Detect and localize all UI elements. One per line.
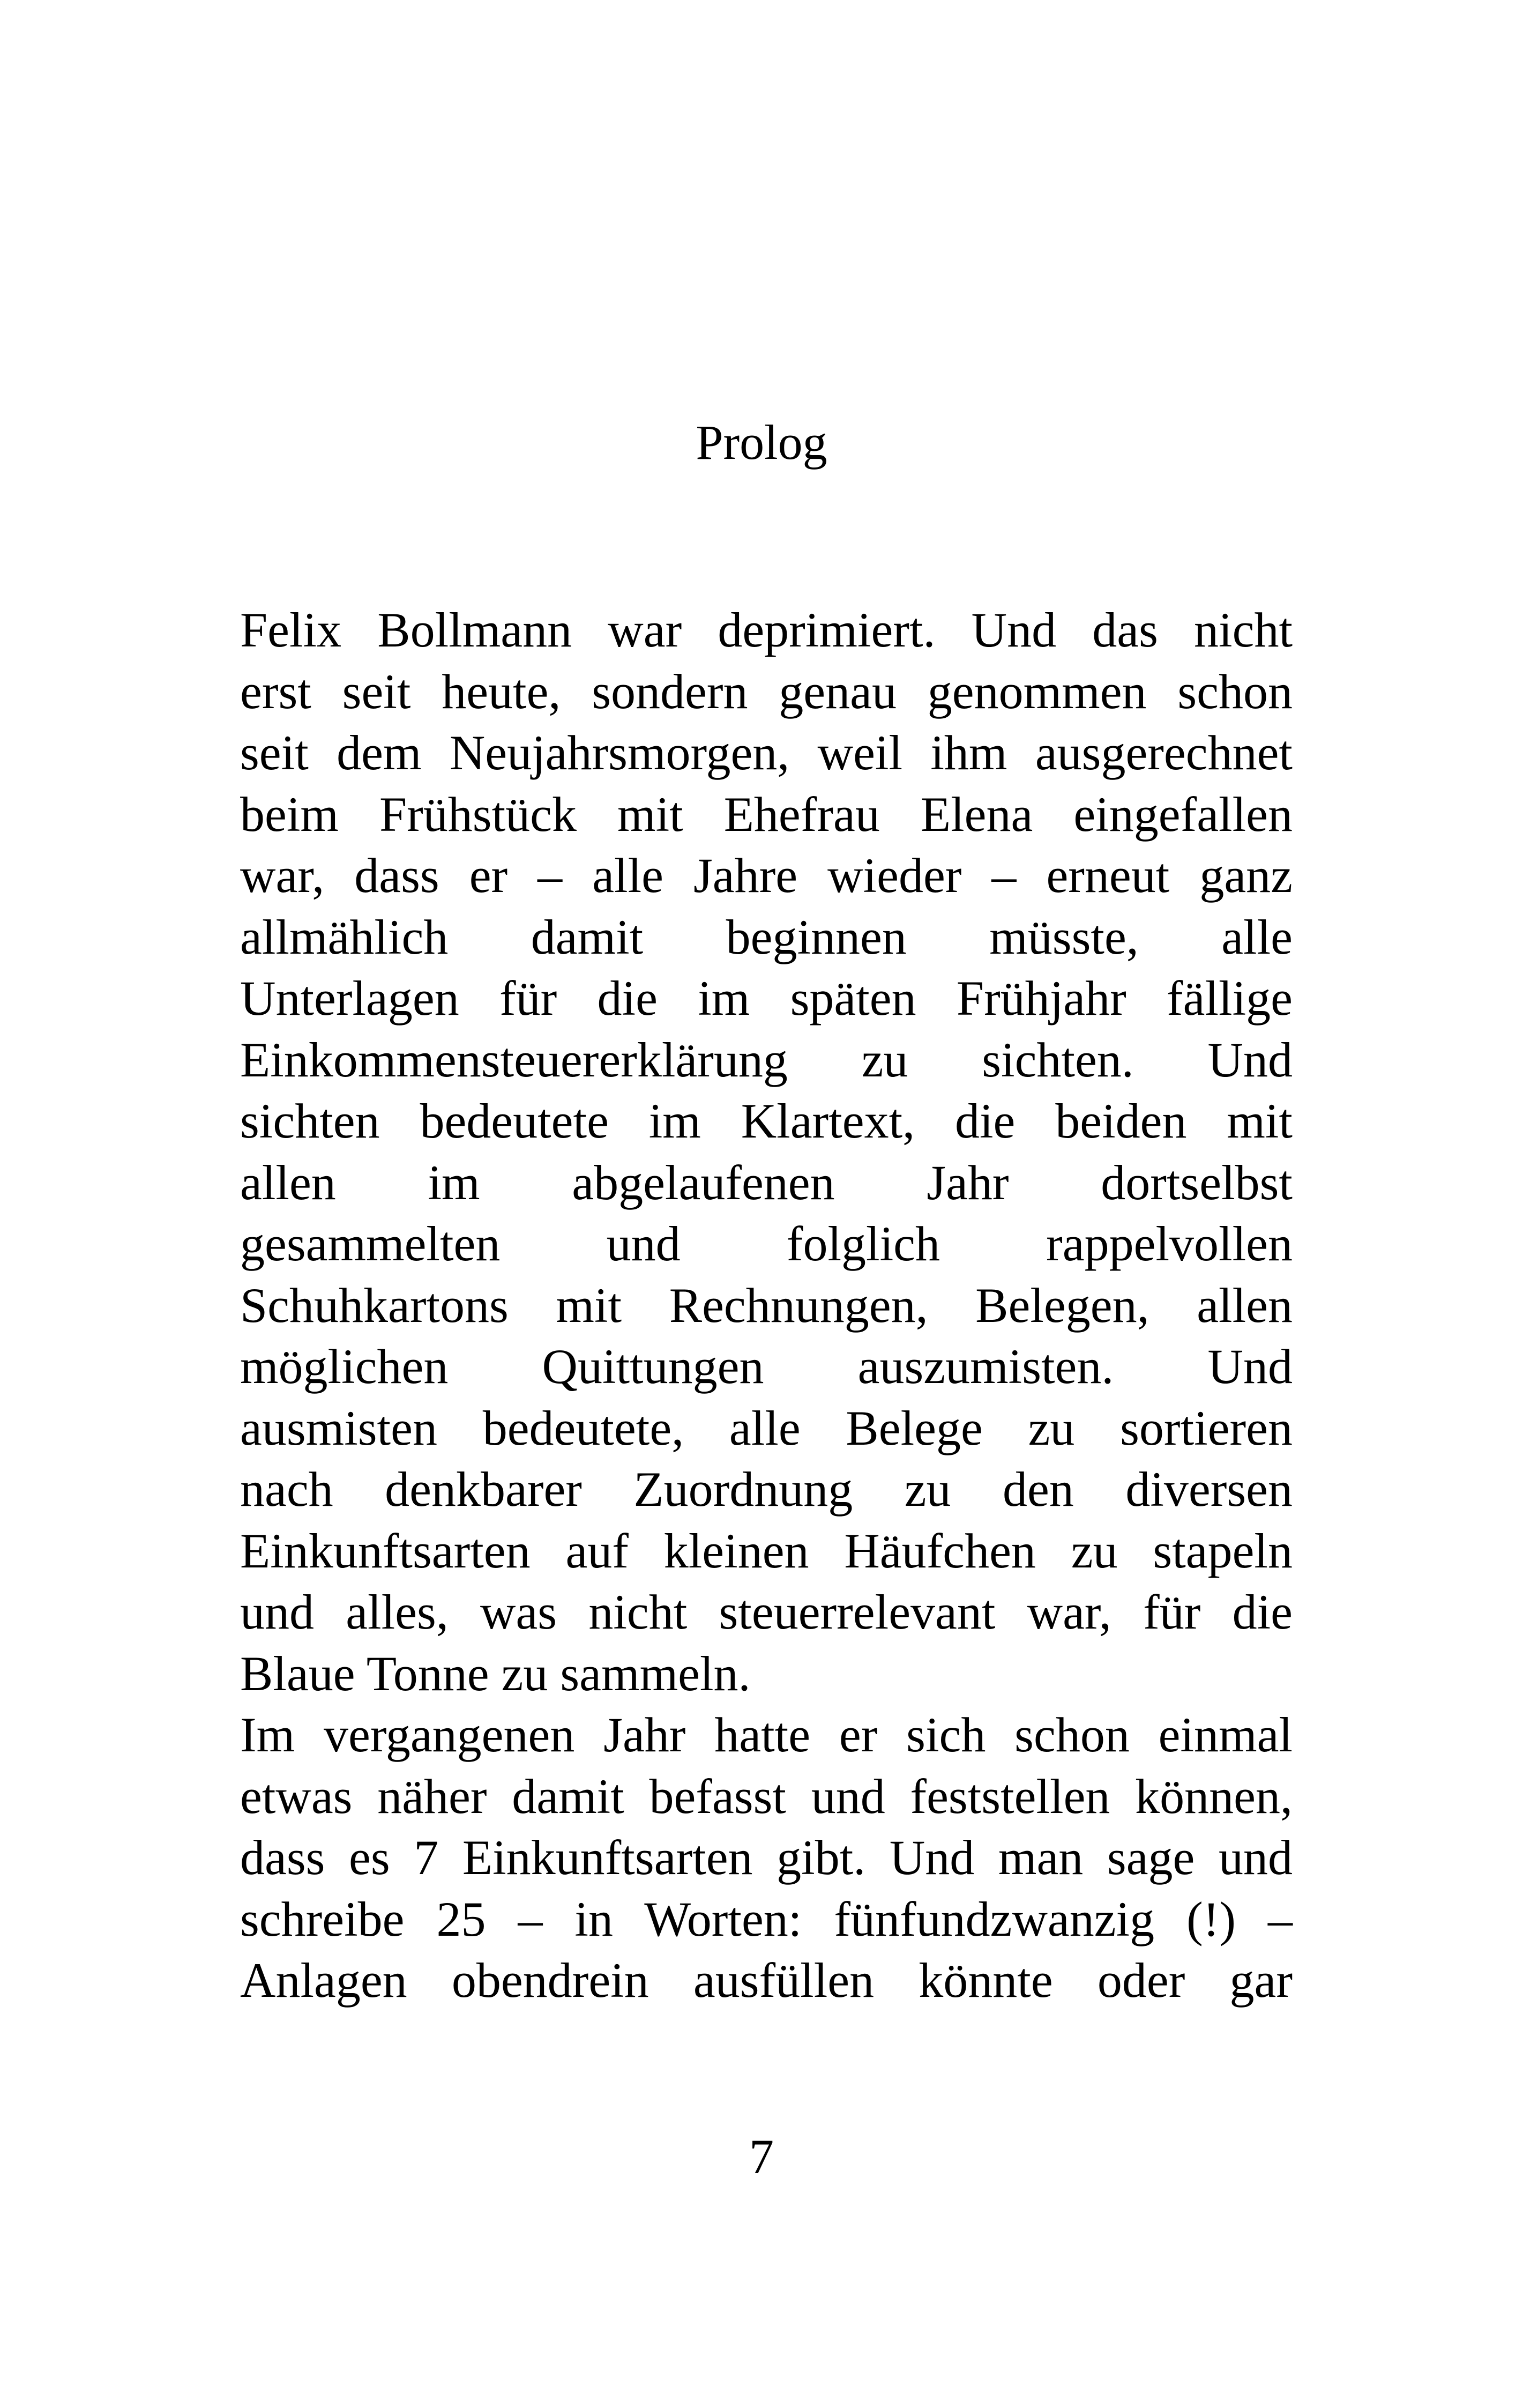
page-number: 7 xyxy=(749,2129,774,2184)
text-line: möglichen Quittungen auszumisten. Und xyxy=(240,1339,1293,1394)
text-line: dass es 7 Einkunftsarten gibt. Und man sage und xyxy=(240,1830,1293,1885)
text-line: war, dass er – alle Jahre wieder – erneut ganz xyxy=(240,848,1293,903)
text-line: Anlagen obendrein ausfüllen könnte oder gar xyxy=(240,1953,1293,2008)
text-line: Einkommensteuererklärung zu sichten. Und xyxy=(240,1032,1293,1087)
text-line: sichten bedeutete im Klartext, die beiden mit xyxy=(240,1094,1293,1148)
text-line: Schuhkartons mit Rechnungen, Belegen, allen xyxy=(240,1277,1293,1333)
text-line: erst seit heute, sondern genau genommen schon xyxy=(240,664,1293,719)
text-line: ausmisten bedeutete, alle Belege zu sortieren xyxy=(240,1400,1293,1455)
body-text xyxy=(240,599,1293,2011)
text-line: seit dem Neujahrsmorgen, weil ihm ausgerechnet xyxy=(240,725,1293,780)
text-line: allmählich damit beginnen müsste, alle xyxy=(240,909,1293,964)
text-line: Felix Bollmann war deprimiert. Und das nicht xyxy=(240,603,1293,657)
text-line: schreibe 25 – in Worten: fünfundzwanzig (!) – xyxy=(240,1891,1293,1946)
text-line: und alles, was nicht steuerrelevant war, für die xyxy=(240,1585,1293,1639)
text-line: Blaue Tonne zu sammeln. xyxy=(240,1646,751,1701)
text-line: allen im abgelaufenen Jahr dortselbst xyxy=(240,1155,1293,1210)
text-line: nach denkbarer Zuordnung zu den diversen xyxy=(240,1462,1293,1517)
text-line: Einkunftsarten auf kleinen Häufchen zu stapeln xyxy=(240,1523,1293,1578)
text-line: beim Frühstück mit Ehefrau Elena eingefallen xyxy=(240,786,1293,842)
paragraph-2 xyxy=(240,1704,1293,2011)
chapter-title: Prolog xyxy=(696,415,827,470)
text-line: Im vergangenen Jahr hatte er sich schon einmal xyxy=(240,1707,1293,1762)
text-line: etwas näher damit befasst und feststellen können, xyxy=(240,1768,1293,1824)
text-line: gesammelten und folglich rappelvollen xyxy=(240,1216,1293,1271)
paragraph-1 xyxy=(240,599,1293,1704)
text-line: Unterlagen für die im späten Frühjahr fällige xyxy=(240,971,1293,1025)
